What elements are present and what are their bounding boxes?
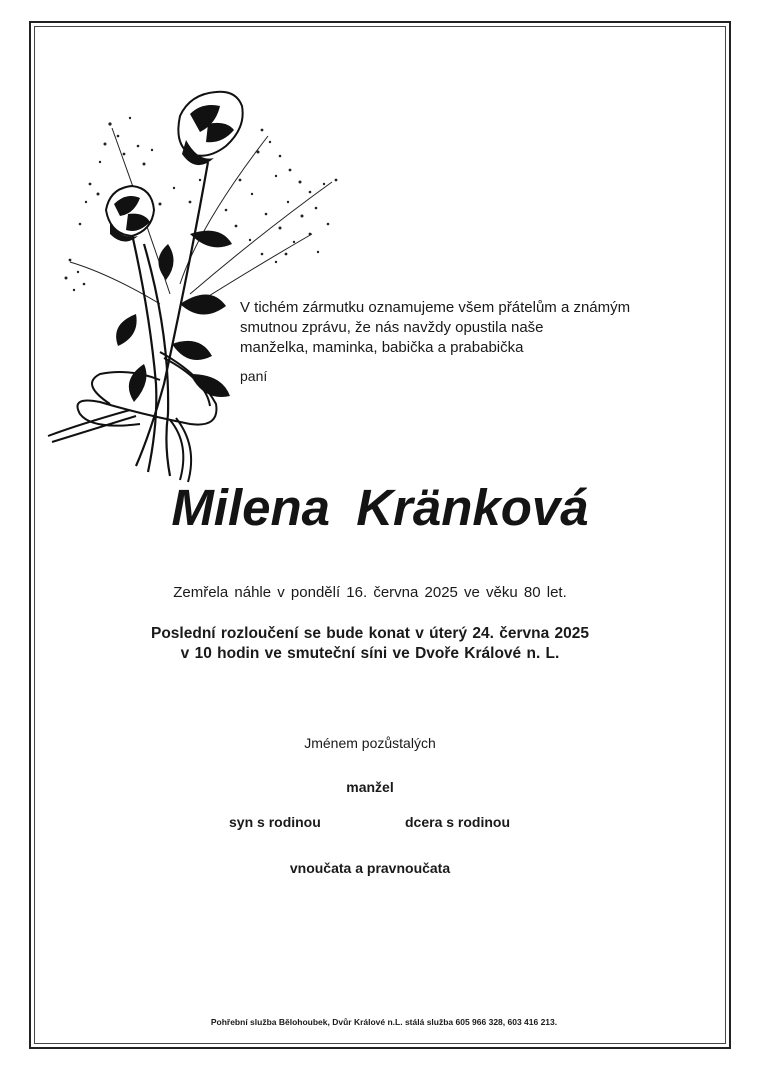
first-name: Milena	[171, 479, 331, 536]
title-word: paní	[240, 368, 268, 384]
deceased-name	[0, 478, 760, 537]
ribbon	[48, 352, 216, 482]
mourner-son: syn s rodinou	[229, 814, 321, 830]
mourner-grandchildren: vnoučata a pravnoučata	[289, 860, 451, 876]
left-rose	[106, 186, 154, 242]
mourner-husband: manžel	[346, 779, 394, 795]
top-rose	[178, 92, 242, 165]
rose-leaves	[116, 231, 232, 402]
funeral-service-footer: Pohřební služba Bělohoubek, Dvůr Králové n.L. stálá služba 605 966 328, 603 416 213.	[210, 1017, 558, 1027]
funeral-line-1: Poslední rozloučení se bude konat v úterý 24. června 2025	[151, 625, 589, 642]
funeral-line-2: v 10 hodin ve smuteční síni ve Dvoře Králové n. L.	[180, 645, 560, 662]
intro-message	[240, 298, 680, 358]
intro-line-3: manželka, maminka, babička a prababička	[240, 339, 524, 356]
mourner-daughter: dcera s rodinou	[405, 814, 511, 830]
funeral-details	[0, 624, 740, 664]
intro-line-1: V tichém zármutku oznamujeme všem přátelům a známým	[240, 299, 631, 316]
last-name: Kränková	[356, 479, 589, 536]
rose-bouquet-illustration	[40, 84, 350, 484]
on-behalf-of-mourners: Jménem pozůstalých	[304, 735, 436, 751]
intro-line-2: smutnou zprávu, že nás navždy opustila naše	[240, 319, 544, 336]
death-notice: Zemřela náhle v pondělí 16. června 2025 ve věku 80 let.	[173, 584, 567, 601]
